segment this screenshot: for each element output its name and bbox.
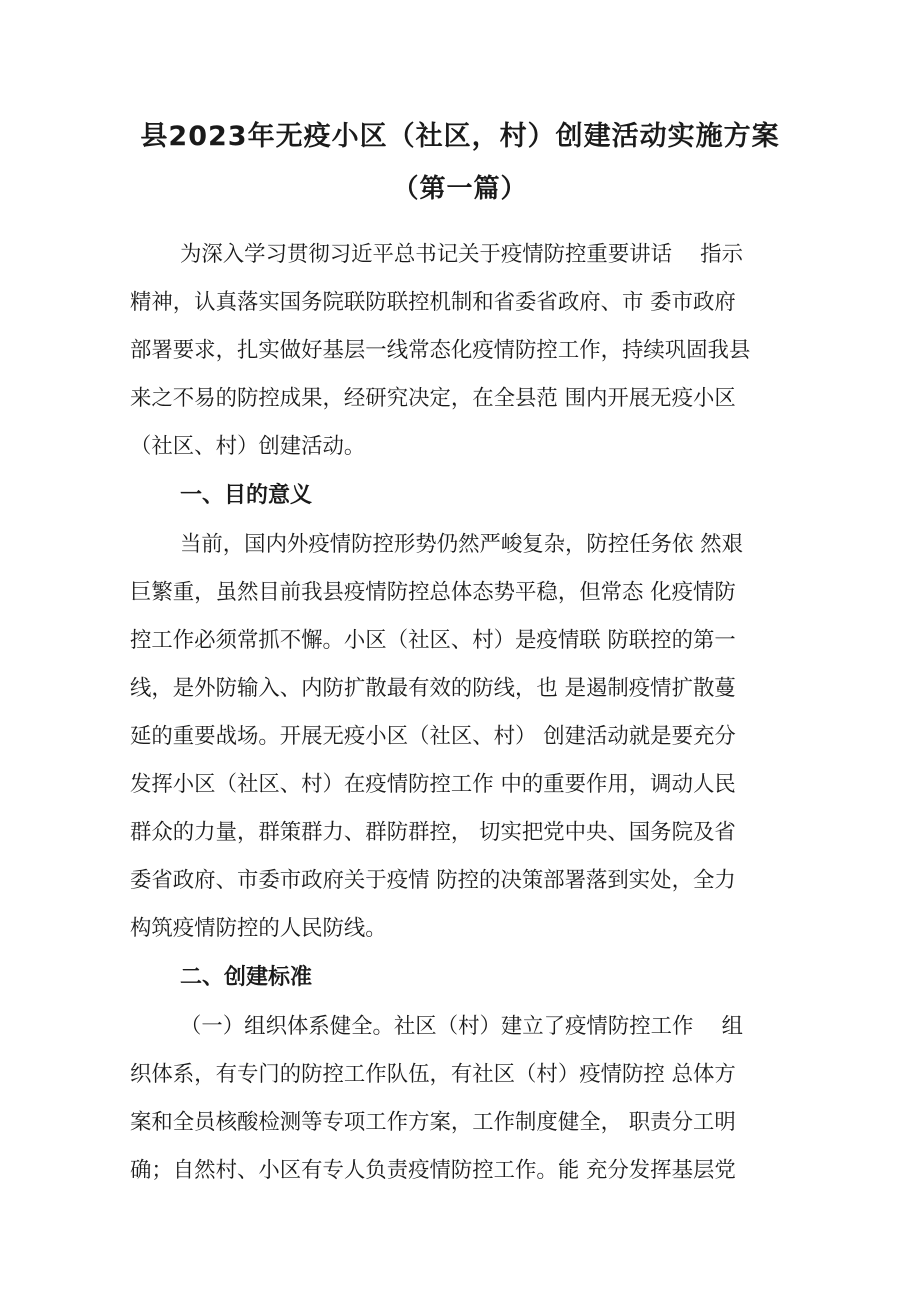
paragraph-line: 线，是外防输入、内防扩散最有效的防线，也 是遏制疫情扩散蔓 (130, 676, 736, 701)
document-title: 县2023年无疫小区（社区，村）创建活动实施方案 (140, 121, 780, 152)
paragraph-line: 织体系，有专门的防控工作队伍，有社区（村）疫情防控 总体方 (130, 1062, 736, 1087)
paragraph-line: 为深入学习贯彻习近平总书记关于疫情防控重要讲话 指示 (180, 242, 743, 267)
paragraph-line: 延的重要战场。开展无疫小区（社区、村） 创建活动就是要充分 (130, 724, 736, 749)
paragraph-line: （社区、村）创建活动。 (130, 434, 366, 459)
paragraph-line: 委省政府、市委市政府关于疫情 防控的决策部署落到实处，全力 (130, 868, 736, 893)
paragraph-line: 确；自然村、小区有专人负责疫情防控工作。能 充分发挥基层党 (130, 1158, 736, 1183)
paragraph-line: 部署要求，扎实做好基层一线常态化疫情防控工作，持续巩固我县 (130, 338, 751, 363)
paragraph-line: （一）组织体系健全。社区（村）建立了疫情防控工作 组 (180, 1014, 743, 1039)
paragraph-line: 案和全员核酸检测等专项工作方案，工作制度健全， 职责分工明 (130, 1110, 736, 1135)
paragraph-line: 精神，认真落实国务院联防联控机制和省委省政府、市 委市政府 (130, 290, 736, 315)
paragraph-line: 来之不易的防控成果，经研究决定，在全县范 围内开展无疫小区 (130, 386, 736, 411)
section-heading: 一、目的意义 (180, 483, 313, 508)
paragraph-line: 当前，国内外疫情防控形势仍然严峻复杂，防控任务依 然艰 (180, 532, 743, 557)
paragraph-line: 构筑疫情防控的人民防线。 (130, 916, 387, 941)
section-heading: 二、创建标准 (180, 965, 313, 990)
paragraph-line: 巨繁重，虽然目前我县疫情防控总体态势平稳，但常态 化疫情防 (130, 580, 736, 605)
paragraph-line: 发挥小区（社区、村）在疫情防控工作 中的重要作用，调动人民 (130, 772, 736, 797)
paragraph-line: 群众的力量，群策群力、群防群控， 切实把党中央、国务院及省 (130, 820, 736, 845)
paragraph-line: 控工作必须常抓不懈。小区（社区、村）是疫情联 防联控的第一 (130, 628, 736, 653)
document-subtitle: （第一篇） (392, 174, 528, 204)
